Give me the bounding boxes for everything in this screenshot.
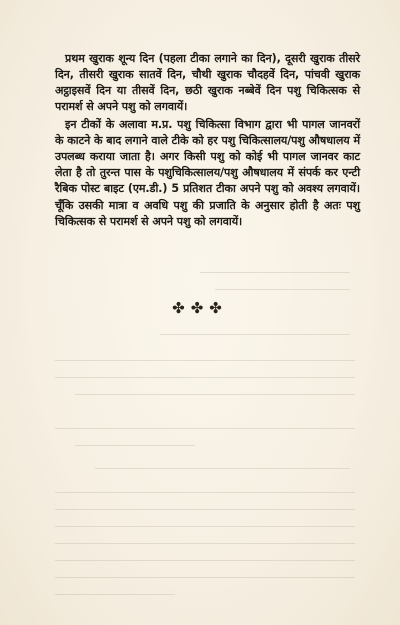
- section-divider-ornament: ✤✤✤: [172, 299, 228, 317]
- bleed-through-line: [75, 394, 355, 395]
- bleed-through-line: [55, 509, 355, 510]
- paragraph-post-bite-vaccine: इन टीकों के अलावा म.प्र. पशु चिकित्सा विभाग द्वारा भी पागल जानवरों के काटने के बाद लगाने वाले टीके को हर पशु चिकित्सालय/पशु औषधालय में उपलब्ध कराया जाता है। अगर किसी पशु को कोई भी पागल जानवर काट लेता है तो तुरन्त पास के पशुचिकित्सालय/पशु औषधालय में संपर्क कर एन्टी रैबिक पोस्ट बाइट (एम.डी.) 5 प्रतिशत टीका अपने पशु को अवश्य लगवायें। चूँकि उसकी मात्रा व अवधि पशु की प्रजाति के अनुसार होती है अतः पशु चिकित्सक से परामर्श से अपने पशु को लगवायें।: [55, 118, 360, 228]
- bleed-through-line: [55, 594, 175, 595]
- bleed-through-line: [215, 289, 350, 290]
- bleed-through-line: [75, 445, 195, 446]
- paragraph-dose-schedule: प्रथम खुराक शून्य दिन (पहला टीका लगाने का दिन), दूसरी खुराक तीसरे दिन, तीसरी खुराक सातवें दिन, चौथी खुराक चौदहवें दिन, पांचवी खुराक अट्ठाइसवें दिन या तीसवें दिन, छठी खुराक नब्बेवें दिन पशु चिकित्सक से परामर्श से अपने पशु को लगवायें।: [55, 52, 360, 114]
- bleed-through-line: [55, 526, 355, 527]
- bleed-through-line: [55, 577, 355, 578]
- bleed-through-line: [55, 560, 355, 561]
- bleed-through-line: [55, 492, 355, 493]
- bleed-through-line: [55, 377, 355, 378]
- bleed-through-line: [160, 334, 350, 335]
- bleed-through-line: [55, 360, 355, 361]
- bleed-through-line: [55, 543, 355, 544]
- bleed-through-line: [55, 428, 355, 429]
- bleed-through-line: [200, 272, 350, 273]
- bleed-through-line: [95, 468, 350, 469]
